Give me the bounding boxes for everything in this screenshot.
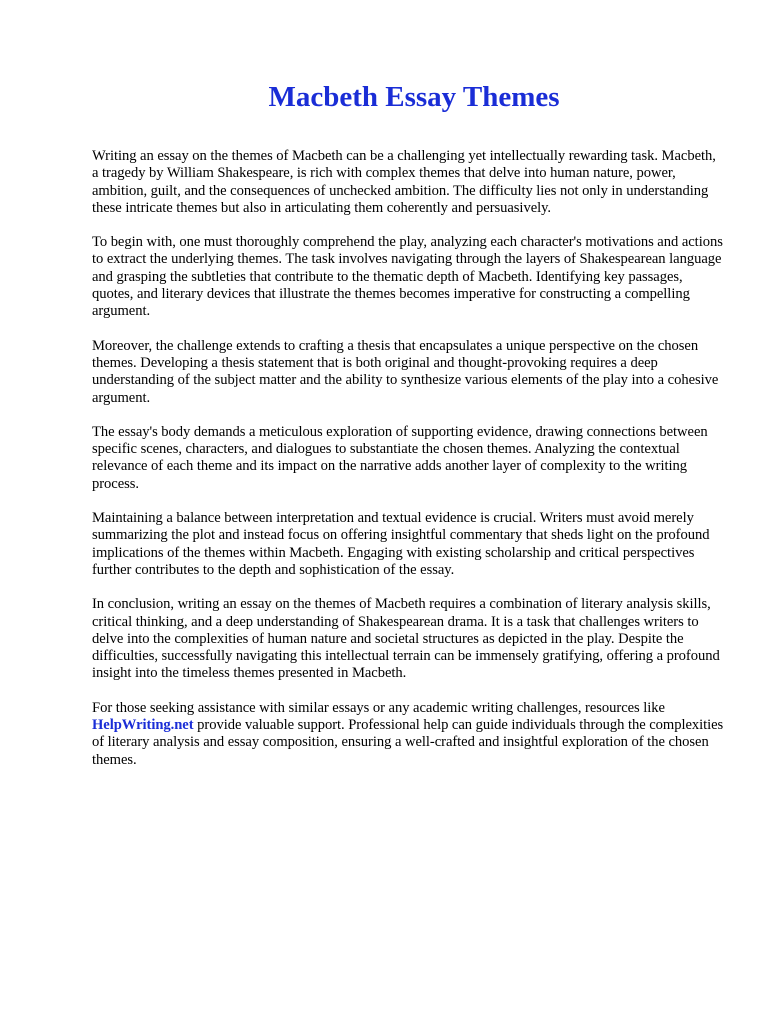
paragraph-comprehension: To begin with, one must thoroughly comprehend the play, analyzing each character's motivations and actions to extract the underlying themes. The task involves navigating through the layers of Shakespearean language and grasping the subtleties that contribute to the thematic depth of Macbeth. Identifying key passages, quotes, and literary devices that illustrate the themes becomes imperative for constructing a compelling argument. [92, 234, 723, 320]
closing-text-after: provide valuable support. Professional help can guide individuals through the complexities of literary analysis and essay composition, ensuring a well-crafted and insightful exploration of the chosen themes. [92, 717, 724, 768]
paragraph-conclusion: In conclusion, writing an essay on the themes of Macbeth requires a combination of literary analysis skills, critical thinking, and a deep understanding of Shakespearean drama. It is a task that challenges writers to delve into the complexities of human nature and societal structures as depicted in the play. Despite the difficulties, successfully navigating this intellectual terrain can be immensely gratifying, offering a profound insight into the timeless themes presented in Macbeth. [92, 596, 720, 682]
helpwriting-link[interactable]: HelpWriting.net [92, 717, 194, 734]
closing-text-before: For those seeking assistance with similar essays or any academic writing challenges, resources like [92, 699, 665, 716]
paragraph-intro: Writing an essay on the themes of Macbeth can be a challenging yet intellectually rewarding task. Macbeth, a tragedy by William Shakespeare, is rich with complex themes that delve into human nature, power, ambition, guilt, and the consequences of unchecked ambition. The difficulty lies not only in understanding these intricate themes but also in articulating them coherently and persuasively. [92, 148, 716, 216]
paragraph-body: The essay's body demands a meticulous exploration of supporting evidence, drawing connections between specific scenes, characters, and dialogues to substantiate the chosen themes. Analyzing the contextual relevance of each theme and its impact on the narrative adds another layer of complexity to the writing process. [92, 423, 708, 492]
paragraph-balance: Maintaining a balance between interpretation and textual evidence is crucial. Writers must avoid merely summarizing the plot and instead focus on offering insightful commentary that sheds light on the profound implications of the themes within Macbeth. Engaging with existing scholarship and critical perspectives further contributes to the depth and sophistication of the essay. [92, 510, 710, 578]
page-title: Macbeth Essay Themes [268, 81, 560, 113]
paragraph-thesis: Moreover, the challenge extends to crafting a thesis that encapsulates a unique perspective on the chosen themes. Developing a thesis statement that is both original and thought-provoking requires a deep understanding of the subject matter and the ability to synthesize various elements of the play into a cohesive argument. [92, 337, 719, 406]
document-page [92, 80, 724, 786]
paragraph-closing [92, 700, 724, 769]
